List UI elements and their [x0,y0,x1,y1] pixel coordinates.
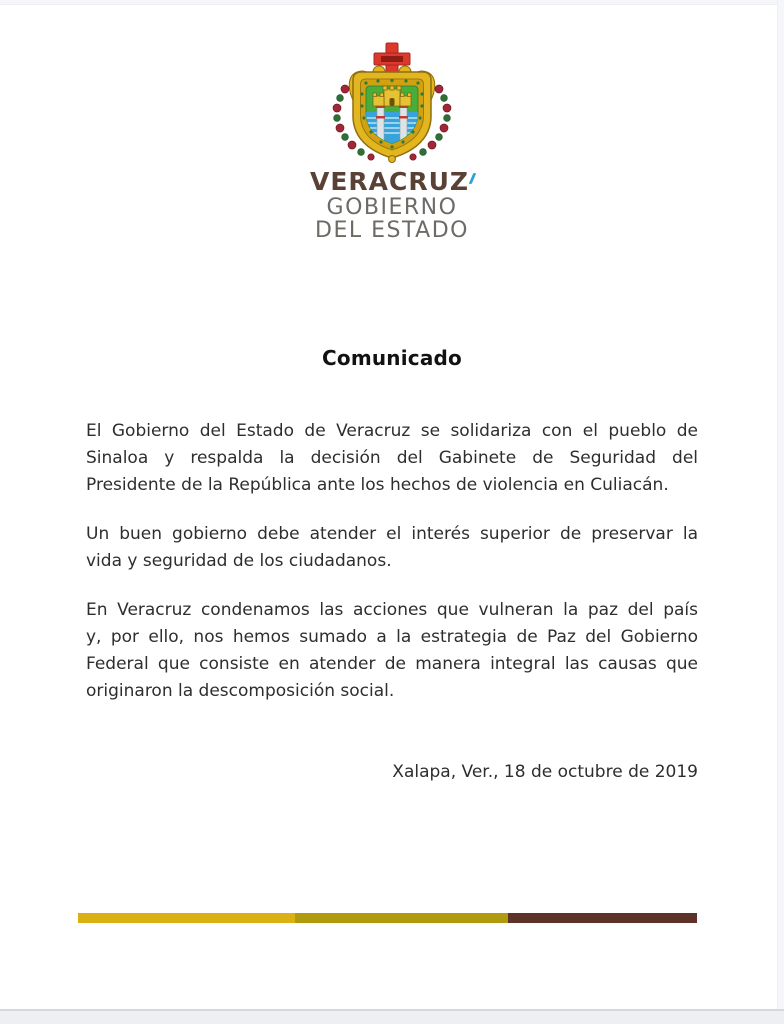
paragraph-line: El Gobierno del Estado de Veracruz se solidariza con el pueblo de [86,421,698,441]
paragraph-line: Un buen gobierno debe atender el interés superior de preservar la [86,524,698,544]
paragraphs [86,418,698,705]
paragraph-line: En Veracruz condenamos las acciones que vulneran la paz del país [86,600,698,620]
dateline: Xalapa, Ver., 18 de octubre de 2019 [392,762,698,782]
paragraph-line: y, por ello, nos hemos sumado a la estrategia de Paz del Gobierno [86,627,698,647]
logo-block [0,0,784,242]
paragraph-line: Federal que consiste en atender de manera integral las causas que [86,654,698,674]
scan-edge-right [777,0,784,1024]
paragraph-line: vida y seguridad de los ciudadanos. [86,551,392,571]
paragraph-line: Presidente de la República ante los hechos de violencia en Culiacán. [86,475,669,495]
wordmark-subtitle-del-estado: DEL ESTADO [315,218,469,243]
scan-edge-top [0,0,784,5]
scan-edge-bottom [0,1009,784,1024]
page-title: Comunicado [322,346,462,370]
paragraph-3 [86,597,698,705]
wordmark-veracruz [0,168,784,196]
footer-bar-segment-gold [78,913,295,923]
document-body [86,346,698,782]
paragraph-2 [86,521,698,575]
veracruz-coat-of-arms-icon [325,42,459,164]
footer-bar-segment-maroon [508,913,697,923]
wordmark-subtitle-gobierno: GOBIERNO [326,195,458,220]
wordmark-text: VERACRUZ [309,167,470,196]
footer-bar-segment-olive [295,913,508,923]
paragraph-line: Sinaloa y respalda la decisión del Gabinete de Seguridad del [86,448,698,468]
blue-accent-tick-icon [469,173,477,184]
paragraph-line: originaron la descomposición social. [86,681,395,701]
footer-color-bar [78,913,697,923]
paragraph-1 [86,418,698,499]
